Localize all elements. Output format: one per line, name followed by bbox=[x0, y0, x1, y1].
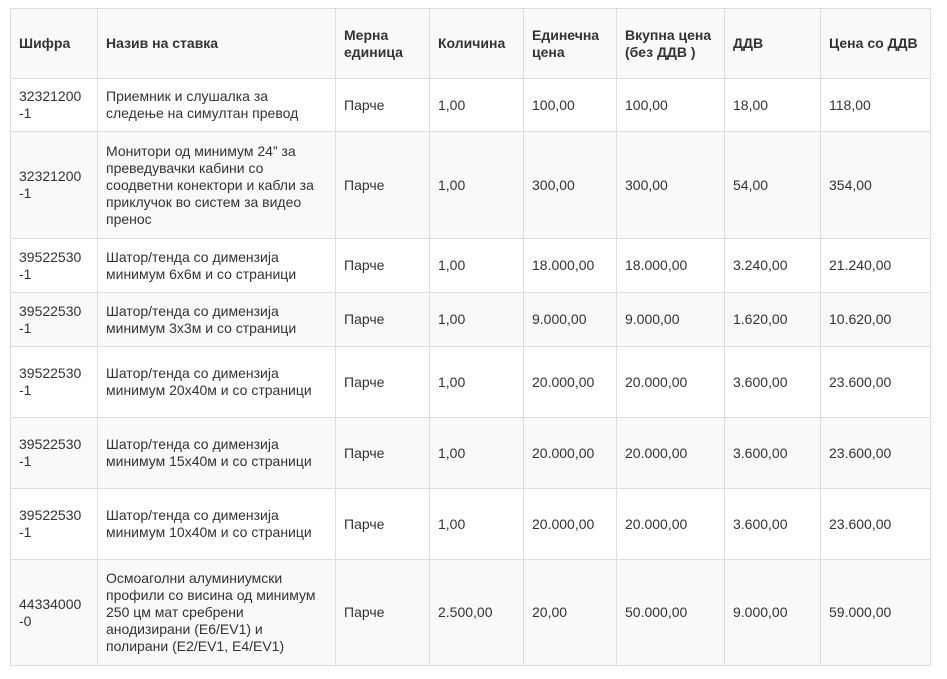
table-row bbox=[11, 347, 931, 418]
cell-unit-price: 300,00 bbox=[524, 132, 617, 239]
cell-vat: 9.000,00 bbox=[725, 560, 821, 666]
cell-code: 32321200 -1 bbox=[11, 79, 98, 132]
cell-qty: 2.500,00 bbox=[430, 560, 524, 666]
header-name: Назив на ставка bbox=[98, 9, 336, 79]
cell-total-with-vat: 10.620,00 bbox=[821, 293, 931, 347]
cell-total-no-vat: 100,00 bbox=[617, 79, 725, 132]
cell-vat: 18,00 bbox=[725, 79, 821, 132]
cell-total-no-vat: 18.000,00 bbox=[617, 239, 725, 293]
cell-unit-price: 20.000,00 bbox=[524, 489, 617, 560]
table-row bbox=[11, 418, 931, 489]
cell-vat: 1.620,00 bbox=[725, 293, 821, 347]
cell-total-with-vat: 354,00 bbox=[821, 132, 931, 239]
header-total-no-vat: Вкупна цена (без ДДВ ) bbox=[617, 9, 725, 79]
header-qty: Количина bbox=[430, 9, 524, 79]
cell-unit: Парче bbox=[336, 489, 430, 560]
cell-unit: Парче bbox=[336, 418, 430, 489]
cell-code: 39522530 -1 bbox=[11, 418, 98, 489]
items-table bbox=[10, 8, 931, 666]
cell-unit: Парче bbox=[336, 347, 430, 418]
cell-name: Монитори од минимум 24” за преведувачки кабини со соодветни конектори и кабли за приклучок во систем за видео пренос bbox=[98, 132, 336, 239]
cell-qty: 1,00 bbox=[430, 347, 524, 418]
table-row bbox=[11, 293, 931, 347]
cell-total-with-vat: 23.600,00 bbox=[821, 489, 931, 560]
items-table-wrapper bbox=[10, 8, 931, 666]
cell-name: Шатор/тенда со димензија минимум 10х40м и со страници bbox=[98, 489, 336, 560]
cell-qty: 1,00 bbox=[430, 79, 524, 132]
cell-total-with-vat: 23.600,00 bbox=[821, 418, 931, 489]
cell-unit: Парче bbox=[336, 560, 430, 666]
cell-unit-price: 18.000,00 bbox=[524, 239, 617, 293]
cell-name: Шатор/тенда со димензија минимум 20х40м и со страници bbox=[98, 347, 336, 418]
cell-unit-price: 20.000,00 bbox=[524, 347, 617, 418]
header-unit-price: Единечна цена bbox=[524, 9, 617, 79]
cell-code: 39522530 -1 bbox=[11, 347, 98, 418]
cell-total-no-vat: 50.000,00 bbox=[617, 560, 725, 666]
header-code: Шифра bbox=[11, 9, 98, 79]
cell-vat: 3.600,00 bbox=[725, 418, 821, 489]
header-total-with-vat: Цена со ДДВ bbox=[821, 9, 931, 79]
table-header-row bbox=[11, 9, 931, 79]
header-vat: ДДВ bbox=[725, 9, 821, 79]
cell-vat: 3.240,00 bbox=[725, 239, 821, 293]
cell-name: Шатор/тенда со димензија минимум 3х3м и со страници bbox=[98, 293, 336, 347]
cell-name: Приемник и слушалка за следење на симултан превод bbox=[98, 79, 336, 132]
cell-total-with-vat: 59.000,00 bbox=[821, 560, 931, 666]
table-row bbox=[11, 239, 931, 293]
cell-total-no-vat: 300,00 bbox=[617, 132, 725, 239]
cell-total-no-vat: 9.000,00 bbox=[617, 293, 725, 347]
cell-code: 39522530 -1 bbox=[11, 293, 98, 347]
cell-qty: 1,00 bbox=[430, 418, 524, 489]
cell-name: Шатор/тенда со димензија минимум 15х40м и со страници bbox=[98, 418, 336, 489]
cell-unit-price: 20.000,00 bbox=[524, 418, 617, 489]
cell-code: 39522530 -1 bbox=[11, 489, 98, 560]
table-row bbox=[11, 489, 931, 560]
cell-total-with-vat: 21.240,00 bbox=[821, 239, 931, 293]
cell-qty: 1,00 bbox=[430, 489, 524, 560]
cell-qty: 1,00 bbox=[430, 293, 524, 347]
cell-unit: Парче bbox=[336, 293, 430, 347]
cell-unit: Парче bbox=[336, 132, 430, 239]
table-row bbox=[11, 132, 931, 239]
cell-unit: Парче bbox=[336, 239, 430, 293]
header-unit: Мерна единица bbox=[336, 9, 430, 79]
cell-code: 32321200 -1 bbox=[11, 132, 98, 239]
cell-code: 39522530 -1 bbox=[11, 239, 98, 293]
cell-code: 44334000 -0 bbox=[11, 560, 98, 666]
cell-total-no-vat: 20.000,00 bbox=[617, 347, 725, 418]
cell-unit-price: 9.000,00 bbox=[524, 293, 617, 347]
table-row bbox=[11, 560, 931, 666]
cell-vat: 3.600,00 bbox=[725, 489, 821, 560]
cell-total-with-vat: 118,00 bbox=[821, 79, 931, 132]
cell-name: Шатор/тенда со димензија минимум 6х6м и со страници bbox=[98, 239, 336, 293]
table-row bbox=[11, 79, 931, 132]
cell-total-with-vat: 23.600,00 bbox=[821, 347, 931, 418]
cell-vat: 3.600,00 bbox=[725, 347, 821, 418]
cell-name: Осмоаголни алуминиумски профили со висина од минимум 250 цм мат сребрени анодизирани (Е6/EV1) и полирани (Е2/EV1, Е4/EV1) bbox=[98, 560, 336, 666]
cell-qty: 1,00 bbox=[430, 239, 524, 293]
cell-unit: Парче bbox=[336, 79, 430, 132]
cell-vat: 54,00 bbox=[725, 132, 821, 239]
cell-total-no-vat: 20.000,00 bbox=[617, 489, 725, 560]
cell-total-no-vat: 20.000,00 bbox=[617, 418, 725, 489]
cell-unit-price: 100,00 bbox=[524, 79, 617, 132]
cell-unit-price: 20,00 bbox=[524, 560, 617, 666]
cell-qty: 1,00 bbox=[430, 132, 524, 239]
